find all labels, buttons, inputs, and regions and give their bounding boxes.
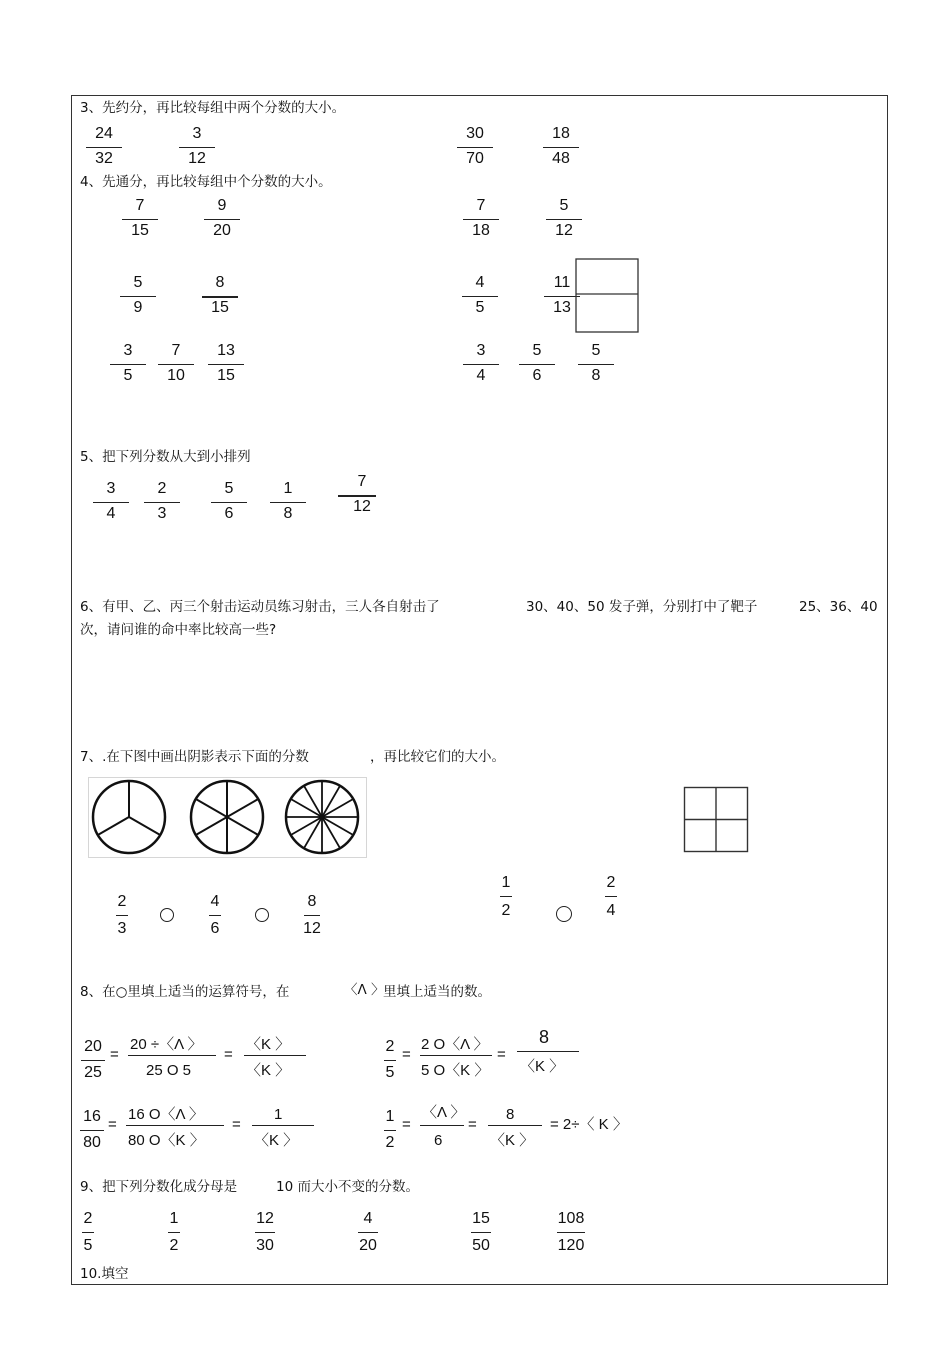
numerator: 2 [385, 1038, 395, 1055]
fraction [517, 342, 557, 390]
denominator: 2 [169, 1237, 179, 1254]
fraction-bar [488, 1125, 542, 1126]
numerator: 5 [559, 197, 569, 214]
fraction [342, 473, 382, 521]
numerator: 3 [123, 342, 133, 359]
answer-blank[interactable]: 〈K 〉 [246, 1062, 291, 1079]
fraction-bar [462, 296, 498, 297]
denominator: 5 [83, 1237, 93, 1254]
numerator: 108 [557, 1210, 585, 1227]
fraction [551, 1210, 591, 1258]
fraction-bar [202, 296, 238, 298]
denominator: 12 [555, 222, 573, 239]
q7-title-part2: ，再比较它们的大小。 [370, 749, 505, 765]
fraction [142, 480, 182, 528]
fraction-bar [168, 1232, 180, 1233]
denominator: 20 [359, 1237, 377, 1254]
fraction-bar [384, 1130, 396, 1131]
q6-line2: 次，请问谁的命中率比较高一些? [80, 622, 277, 638]
fraction [154, 1210, 194, 1258]
fraction-bar [116, 915, 128, 916]
denominator: 30 [256, 1237, 274, 1254]
fraction-bar [384, 1060, 396, 1061]
fraction [73, 1038, 113, 1086]
numerator: 1 [501, 874, 511, 891]
numerator: 1 [283, 480, 293, 497]
fraction-bar [122, 219, 158, 220]
fraction [576, 342, 616, 390]
equals-sign: = [468, 1116, 477, 1133]
denominator: 12 [188, 150, 206, 167]
denominator: 15 [131, 222, 149, 239]
equals-sign: = [402, 1046, 411, 1063]
fraction-bar [86, 147, 122, 148]
numerator: 5 [133, 274, 143, 291]
numerator: 5 [224, 480, 234, 497]
fraction-bar [605, 896, 617, 897]
fraction-bar [81, 1060, 105, 1061]
equals-sign: = [497, 1046, 506, 1063]
numerator: 15 [472, 1210, 490, 1227]
q8-title-part1: 8、在○里填上适当的运算符号，在 [80, 984, 290, 1000]
denominator: 3 [117, 920, 127, 937]
denominator: 120 [557, 1237, 585, 1254]
circle-thirds [93, 781, 165, 853]
fraction [102, 893, 142, 941]
denominator: 5 [123, 367, 133, 384]
denominator: 50 [472, 1237, 490, 1254]
denominator: 2 [501, 902, 511, 919]
denominator: 6 [532, 367, 542, 384]
expr-numerator: 8 [539, 1027, 550, 1047]
denominator: 4 [606, 902, 616, 919]
numerator: 3 [106, 480, 116, 497]
q4-title: 4、先通分，再比较每组中个分数的大小。 [80, 174, 332, 190]
fraction [209, 480, 249, 528]
fraction [541, 125, 581, 173]
numerator: 2 [117, 893, 127, 910]
numerator: 9 [217, 197, 227, 214]
denominator: 12 [353, 498, 371, 515]
fraction-bar [120, 296, 156, 297]
fraction [206, 342, 246, 390]
denominator: 12 [303, 920, 321, 937]
fraction [84, 125, 124, 173]
numerator: 24 [95, 125, 113, 142]
numerator: 7 [171, 342, 181, 359]
equals-sign: = [224, 1046, 233, 1063]
fraction-bar [126, 1125, 224, 1126]
fraction-bar [252, 1125, 314, 1126]
fraction [292, 893, 332, 941]
fraction-bar [457, 147, 493, 148]
q6-line1-part2: 30、40、50 发子弹，分别打中了靶子 [526, 599, 758, 615]
answer-blank[interactable]: 〈Λ 〉 [422, 1104, 466, 1121]
fraction [461, 342, 501, 390]
fraction [200, 274, 240, 322]
fraction [91, 480, 131, 528]
fraction [461, 197, 501, 245]
expr-numerator: 16 O〈Λ 〉 [128, 1106, 204, 1123]
fraction-bar [93, 502, 129, 503]
q9-title-part1: 9、把下列分数化成分母是 [80, 1179, 238, 1195]
fraction-bar [211, 502, 247, 503]
numerator: 7 [357, 473, 367, 490]
fraction-bar [519, 364, 555, 365]
denominator: 6 [210, 920, 220, 937]
expr-numerator: 1 [274, 1106, 283, 1123]
numerator: 3 [476, 342, 486, 359]
answer-blank[interactable]: 〈K 〉 [490, 1132, 535, 1149]
denominator: 4 [106, 505, 116, 522]
compare-circle[interactable] [255, 908, 269, 922]
fraction-bar [463, 219, 499, 220]
denominator: 5 [475, 299, 485, 316]
fraction-bar [543, 147, 579, 148]
denominator: 32 [95, 150, 113, 167]
q7-title-part1: 7、.在下图中画出阴影表示下面的分数 [80, 749, 309, 765]
q10-title: 10.填空 [80, 1266, 129, 1282]
q5-title: 5、把下列分数从大到小排列 [80, 449, 251, 465]
q8-title-bracket: 〈Λ 〉 [344, 982, 385, 998]
q8-title-part2: 里填上适当的数。 [383, 984, 491, 1000]
denominator: 70 [466, 150, 484, 167]
numerator: 7 [476, 197, 486, 214]
q6-line1-part1: 6、有甲、乙、丙三个射击运动员练习射击，三人各自射击了 [80, 599, 440, 615]
expr-denominator: 5 O〈K 〉 [421, 1062, 490, 1079]
fraction [177, 125, 217, 173]
denominator: 8 [283, 505, 293, 522]
fraction [348, 1210, 388, 1258]
numerator: 13 [217, 342, 235, 359]
circles-diagram [88, 777, 368, 859]
q9-title-part2: 10 而大小不变的分数。 [276, 1179, 419, 1195]
denominator: 20 [213, 222, 231, 239]
denominator: 4 [476, 367, 486, 384]
fraction-bar [128, 1055, 216, 1056]
answer-blank[interactable]: 〈K 〉 [254, 1132, 299, 1149]
denominator: 25 [84, 1064, 102, 1081]
fraction [68, 1210, 108, 1258]
equals-sign: = [108, 1116, 117, 1133]
numerator: 2 [83, 1210, 93, 1227]
fraction [202, 197, 242, 245]
answer-blank[interactable]: 〈K 〉 [246, 1036, 291, 1053]
fraction-bar [338, 495, 376, 497]
fraction [486, 874, 526, 922]
fraction-bar [500, 896, 512, 897]
expr-denominator: 25 O 5 [146, 1062, 192, 1079]
equals-sign: = [110, 1046, 119, 1063]
fraction-bar [244, 1055, 306, 1056]
fraction-bar [209, 915, 221, 916]
fraction-bar [80, 1130, 104, 1131]
fraction [268, 480, 308, 528]
fraction-bar [179, 147, 215, 148]
numerator: 4 [210, 893, 220, 910]
circle-twelfths [286, 781, 358, 853]
expr-numerator: 8 [506, 1106, 515, 1123]
equals-sign: = [232, 1116, 241, 1133]
fraction [118, 274, 158, 322]
fraction [461, 1210, 501, 1258]
fraction [156, 342, 196, 390]
fraction [544, 197, 584, 245]
rectangle-halves-diagram [575, 258, 641, 334]
numerator: 8 [307, 893, 317, 910]
denominator: 18 [472, 222, 490, 239]
numerator: 5 [591, 342, 601, 359]
denominator: 13 [553, 299, 571, 316]
fraction [72, 1108, 112, 1156]
numerator: 3 [192, 125, 202, 142]
fraction-bar [578, 364, 614, 365]
fraction [195, 893, 235, 941]
fraction [245, 1210, 285, 1258]
fraction-bar [110, 364, 146, 365]
fraction-bar [358, 1232, 378, 1233]
fraction-bar [546, 219, 582, 220]
numerator: 1 [169, 1210, 179, 1227]
q6-line1-part3: 25、36、40 [799, 599, 878, 615]
equals-sign: = [402, 1116, 411, 1133]
compare-circle[interactable] [556, 906, 572, 922]
expr-denominator: 80 O〈K 〉 [128, 1132, 205, 1149]
numerator: 12 [256, 1210, 274, 1227]
fraction-bar [420, 1055, 492, 1056]
expr-denominator: 6 [434, 1132, 443, 1149]
compare-circle[interactable] [160, 908, 174, 922]
numerator: 16 [83, 1108, 101, 1125]
fraction-bar [557, 1232, 585, 1233]
fraction-bar [463, 364, 499, 365]
circle-sixths [191, 781, 263, 853]
q3-title: 3、先约分，再比较每组中两个分数的大小。 [80, 100, 346, 116]
numerator: 5 [532, 342, 542, 359]
denominator: 6 [224, 505, 234, 522]
denominator: 5 [385, 1064, 395, 1081]
fraction-bar [255, 1232, 275, 1233]
fraction-bar [420, 1125, 464, 1126]
fraction-bar [144, 502, 180, 503]
numerator: 11 [553, 274, 571, 291]
denominator: 3 [157, 505, 167, 522]
division-expression[interactable]: = 2÷〈 K 〉 [550, 1116, 628, 1133]
denominator: 15 [217, 367, 235, 384]
denominator: 2 [385, 1134, 395, 1151]
fraction-bar [158, 364, 194, 365]
denominator: 8 [591, 367, 601, 384]
numerator: 18 [552, 125, 570, 142]
expr-numerator: 20 ÷〈Λ 〉 [130, 1036, 203, 1053]
expr-numerator: 2 O〈Λ 〉 [421, 1036, 489, 1053]
fraction [591, 874, 631, 922]
fraction-bar [270, 502, 306, 503]
numerator: 30 [466, 125, 484, 142]
fraction [460, 274, 500, 322]
denominator: 15 [211, 299, 229, 316]
square-quarters-diagram [683, 786, 751, 854]
fraction-bar [204, 219, 240, 220]
fraction-bar [82, 1232, 94, 1233]
answer-blank[interactable]: 〈K 〉 [520, 1058, 565, 1075]
denominator: 80 [83, 1134, 101, 1151]
denominator: 9 [133, 299, 143, 316]
fraction-bar [208, 364, 244, 365]
fraction [120, 197, 160, 245]
denominator: 10 [167, 367, 185, 384]
numerator: 20 [84, 1038, 102, 1055]
numerator: 2 [606, 874, 616, 891]
numerator: 7 [135, 197, 145, 214]
fraction-bar [304, 915, 320, 916]
numerator: 8 [215, 274, 225, 291]
numerator: 1 [385, 1108, 395, 1125]
numerator: 2 [157, 480, 167, 497]
fraction [455, 125, 495, 173]
fraction [108, 342, 148, 390]
denominator: 48 [552, 150, 570, 167]
fraction-bar [517, 1051, 579, 1052]
numerator: 4 [363, 1210, 373, 1227]
numerator: 4 [475, 274, 485, 291]
fraction-bar [471, 1232, 491, 1233]
